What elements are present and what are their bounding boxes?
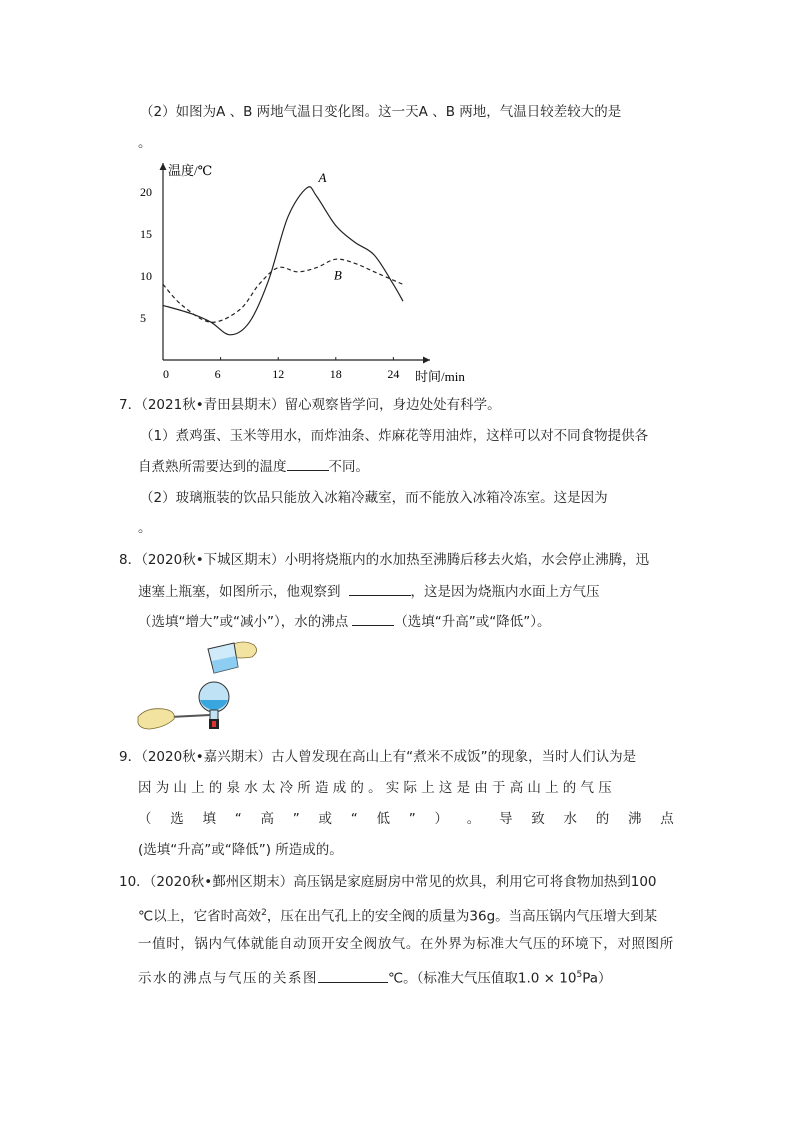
q7-answer-blank-1[interactable]	[287, 457, 329, 471]
q9-line3-char: 水	[563, 811, 577, 827]
q8-line2-text: 速塞上瓶塞，如图所示，他观察到	[138, 584, 341, 600]
q9-line1: 9．（2020秋•嘉兴期末）古人曾发现在高山上有“煮米不成饭”的现象，当时人们认为是	[119, 749, 637, 765]
series-label-B: B	[333, 267, 342, 283]
q6-2-text-line2: 。	[138, 135, 152, 151]
holding-hand-icon	[138, 709, 174, 729]
q9-line3-char: 或	[318, 811, 332, 827]
x-tick-label: 24	[387, 367, 400, 381]
flask-illustration	[136, 637, 266, 737]
q9-line3-char: 。	[466, 811, 481, 827]
y-tick-label: 5	[140, 311, 146, 325]
q8-line1: 8．（2020秋•下城区期末）小明将烧瓶内的水加热至沸腾后移去火焰，水会停止沸腾，迅	[119, 552, 650, 568]
q9-line3-char: 沸	[628, 811, 642, 827]
q10-line2-text: ℃以上，它省时高效	[138, 908, 262, 925]
q7-p1-line2-text: 自煮熟所需要达到的温度	[138, 459, 287, 475]
y-tick-label: 10	[140, 269, 152, 283]
q10-line4-sup: 5	[576, 970, 583, 980]
q9-line3-char: 致	[531, 811, 545, 827]
y-tick-label: 15	[140, 227, 152, 241]
q8-line2	[138, 582, 600, 601]
series-line-B	[163, 259, 403, 322]
q8-line2-end: ，这是因为烧瓶内水面上方气压	[410, 584, 600, 600]
series-label-A: A	[318, 169, 327, 185]
x-tick-label: 0	[163, 367, 169, 381]
q9-line3-char: 的	[595, 811, 610, 827]
q7-p2-line1: （2）玻璃瓶装的饮品只能放入冰箱冷藏室，而不能放入冰箱冷冻室。这是因为	[140, 490, 608, 506]
q7-p1-line2	[138, 457, 369, 476]
q9-line3-char: 填	[202, 811, 216, 827]
q9-line3-char: 高	[260, 811, 274, 827]
q10-line2-end: ，压在出气孔上的安全阀的质量为36g。当高压锅内气压增大到某	[266, 908, 658, 925]
q9-line3-char: “	[234, 811, 242, 827]
q8-line3	[138, 612, 550, 631]
q10-line4-text: 示水的沸点与气压的关系图	[138, 970, 318, 987]
q8-line3-text: （选填“增大”或“减小”），水的沸点	[138, 614, 349, 630]
q9-line4: (选填“升高”或“降低”) 所造成的。	[138, 842, 343, 858]
y-axis-label: 温度/℃	[168, 163, 213, 178]
q10-line4	[138, 966, 612, 988]
q7-p1-line2-end: 不同。	[328, 459, 369, 475]
x-tick-label: 18	[329, 367, 342, 381]
q10-line2-sup: 2	[261, 908, 267, 918]
temperature-chart	[130, 158, 465, 388]
q9-line3-char: ”	[408, 811, 416, 827]
q10-line4-mid: ℃。（标准大气压值取1.0 × 10	[388, 970, 577, 987]
x-tick-label: 12	[272, 367, 285, 381]
q7-p2-line2: 。	[138, 520, 152, 536]
q9-line3-char: ）	[434, 811, 448, 827]
q9-line3-char: 导	[499, 811, 513, 827]
q9-line3-char: 点	[660, 811, 674, 827]
q8-line3-end: （选填“升高”或“降低”）。	[394, 614, 551, 630]
q10-line1: 10．（2020秋•鄞州区期末）高压锅是家庭厨房中常见的炊具，利用它可将食物加热到100	[119, 874, 657, 890]
q7-p1-line1: （1）煮鸡蛋、玉米等用水，而炸油条、炸麻花等用油炸，这样可以对不同食物提供各	[140, 428, 649, 444]
q10-line2	[138, 904, 657, 926]
q7-header: 7．（2021秋•青田县期末）留心观察皆学问，身边处处有科学。	[119, 397, 501, 413]
y-tick-label: 20	[140, 185, 152, 199]
q9-line3-char: 低	[376, 811, 390, 827]
q10-line3: 一值时，锅内气体就能自动顶开安全阀放气。在外界为标准大气压的环境下，对照图所	[138, 936, 674, 952]
q9-line3-char: “	[350, 811, 358, 827]
q8-answer-blank-1[interactable]	[349, 582, 411, 596]
q9-line2: 因为山上的泉水太冷所造成的。实际上这是由于高山上的气压	[138, 780, 616, 796]
series-line-A	[163, 187, 403, 335]
q9-line3	[138, 810, 674, 828]
x-tick-label: 6	[214, 367, 221, 381]
q8-answer-blank-2[interactable]	[352, 612, 394, 626]
q10-line4-end: Pa）	[582, 970, 612, 987]
q9-line3-char: （	[138, 811, 152, 827]
q6-2-text-line1: （2）如图为A 、B 两地气温日变化图。这一天A 、B 两地，气温日较差较大的是	[140, 104, 622, 120]
x-axis-label: 时间/min	[415, 369, 465, 384]
q10-answer-blank-1[interactable]	[318, 969, 388, 983]
q9-line3-char: 选	[170, 811, 184, 827]
q9-line3-char: ”	[292, 811, 300, 827]
